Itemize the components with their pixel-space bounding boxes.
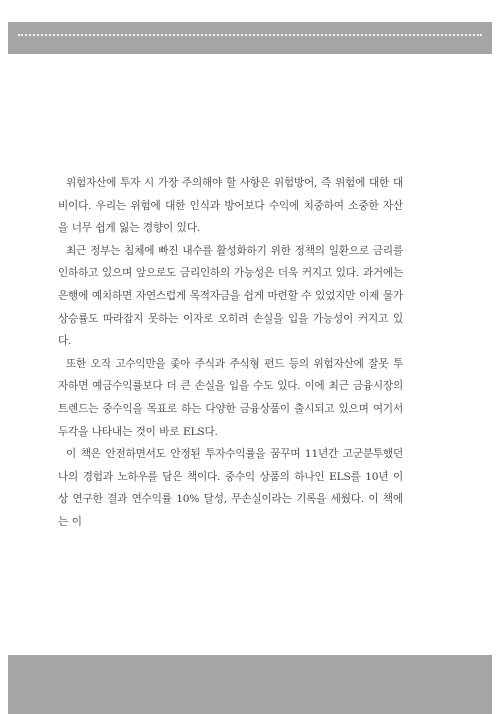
body-text xyxy=(58,172,403,534)
paragraph-1: 위험자산에 투자 시 가장 주의해야 할 사항은 위험방어, 즉 위험에 대한 대비이다. 우리는 위험에 대한 인식과 방어보다 수익에 치중하여 소중한 자산을 너무 쉽게 잃는 경향이 있다. xyxy=(58,177,403,235)
paragraph-3: 또한 오직 고수익만을 좇아 주식과 주식형 펀드 등의 위험자산에 잘못 투자하면 예금수익률보다 더 큰 손실을 입을 수도 있다. 이에 최근 금융시장의 트렌드는 중수익을 목표로 하는 다양한 금융상품이 출시되고 있으며 여기서 두각을 나타내는 것이 바로 ELS다. xyxy=(58,357,403,438)
dotted-rule xyxy=(18,34,482,36)
paragraph-2: 최근 정부는 침체에 빠진 내수를 활성화하기 위한 정책의 일환으로 금리를 인하하고 있으며 앞으로도 금리인하의 가능성은 더욱 커지고 있다. 과거에는 은행에 예치하면 자연스럽게 목적자금을 쉽게 마련할 수 있었지만 이제 물가상승률도 따라잡지 못하는 이자로 오히려 손실을 입을 가능성이 커지고 있다. xyxy=(58,244,403,348)
paragraph-4: 이 책은 안전하면서도 안정된 투자수익률을 꿈꾸며 11년간 고군분투했던 나의 경험과 노하우를 담은 책이다. 중수익 상품의 하나인 ELS를 10년 이상 연구한 결과 연수익률 10% 달성, 무손실이라는 기록을 세웠다. 이 책에는 이 xyxy=(58,448,403,528)
footer-band xyxy=(8,655,492,714)
header-band xyxy=(8,22,492,54)
